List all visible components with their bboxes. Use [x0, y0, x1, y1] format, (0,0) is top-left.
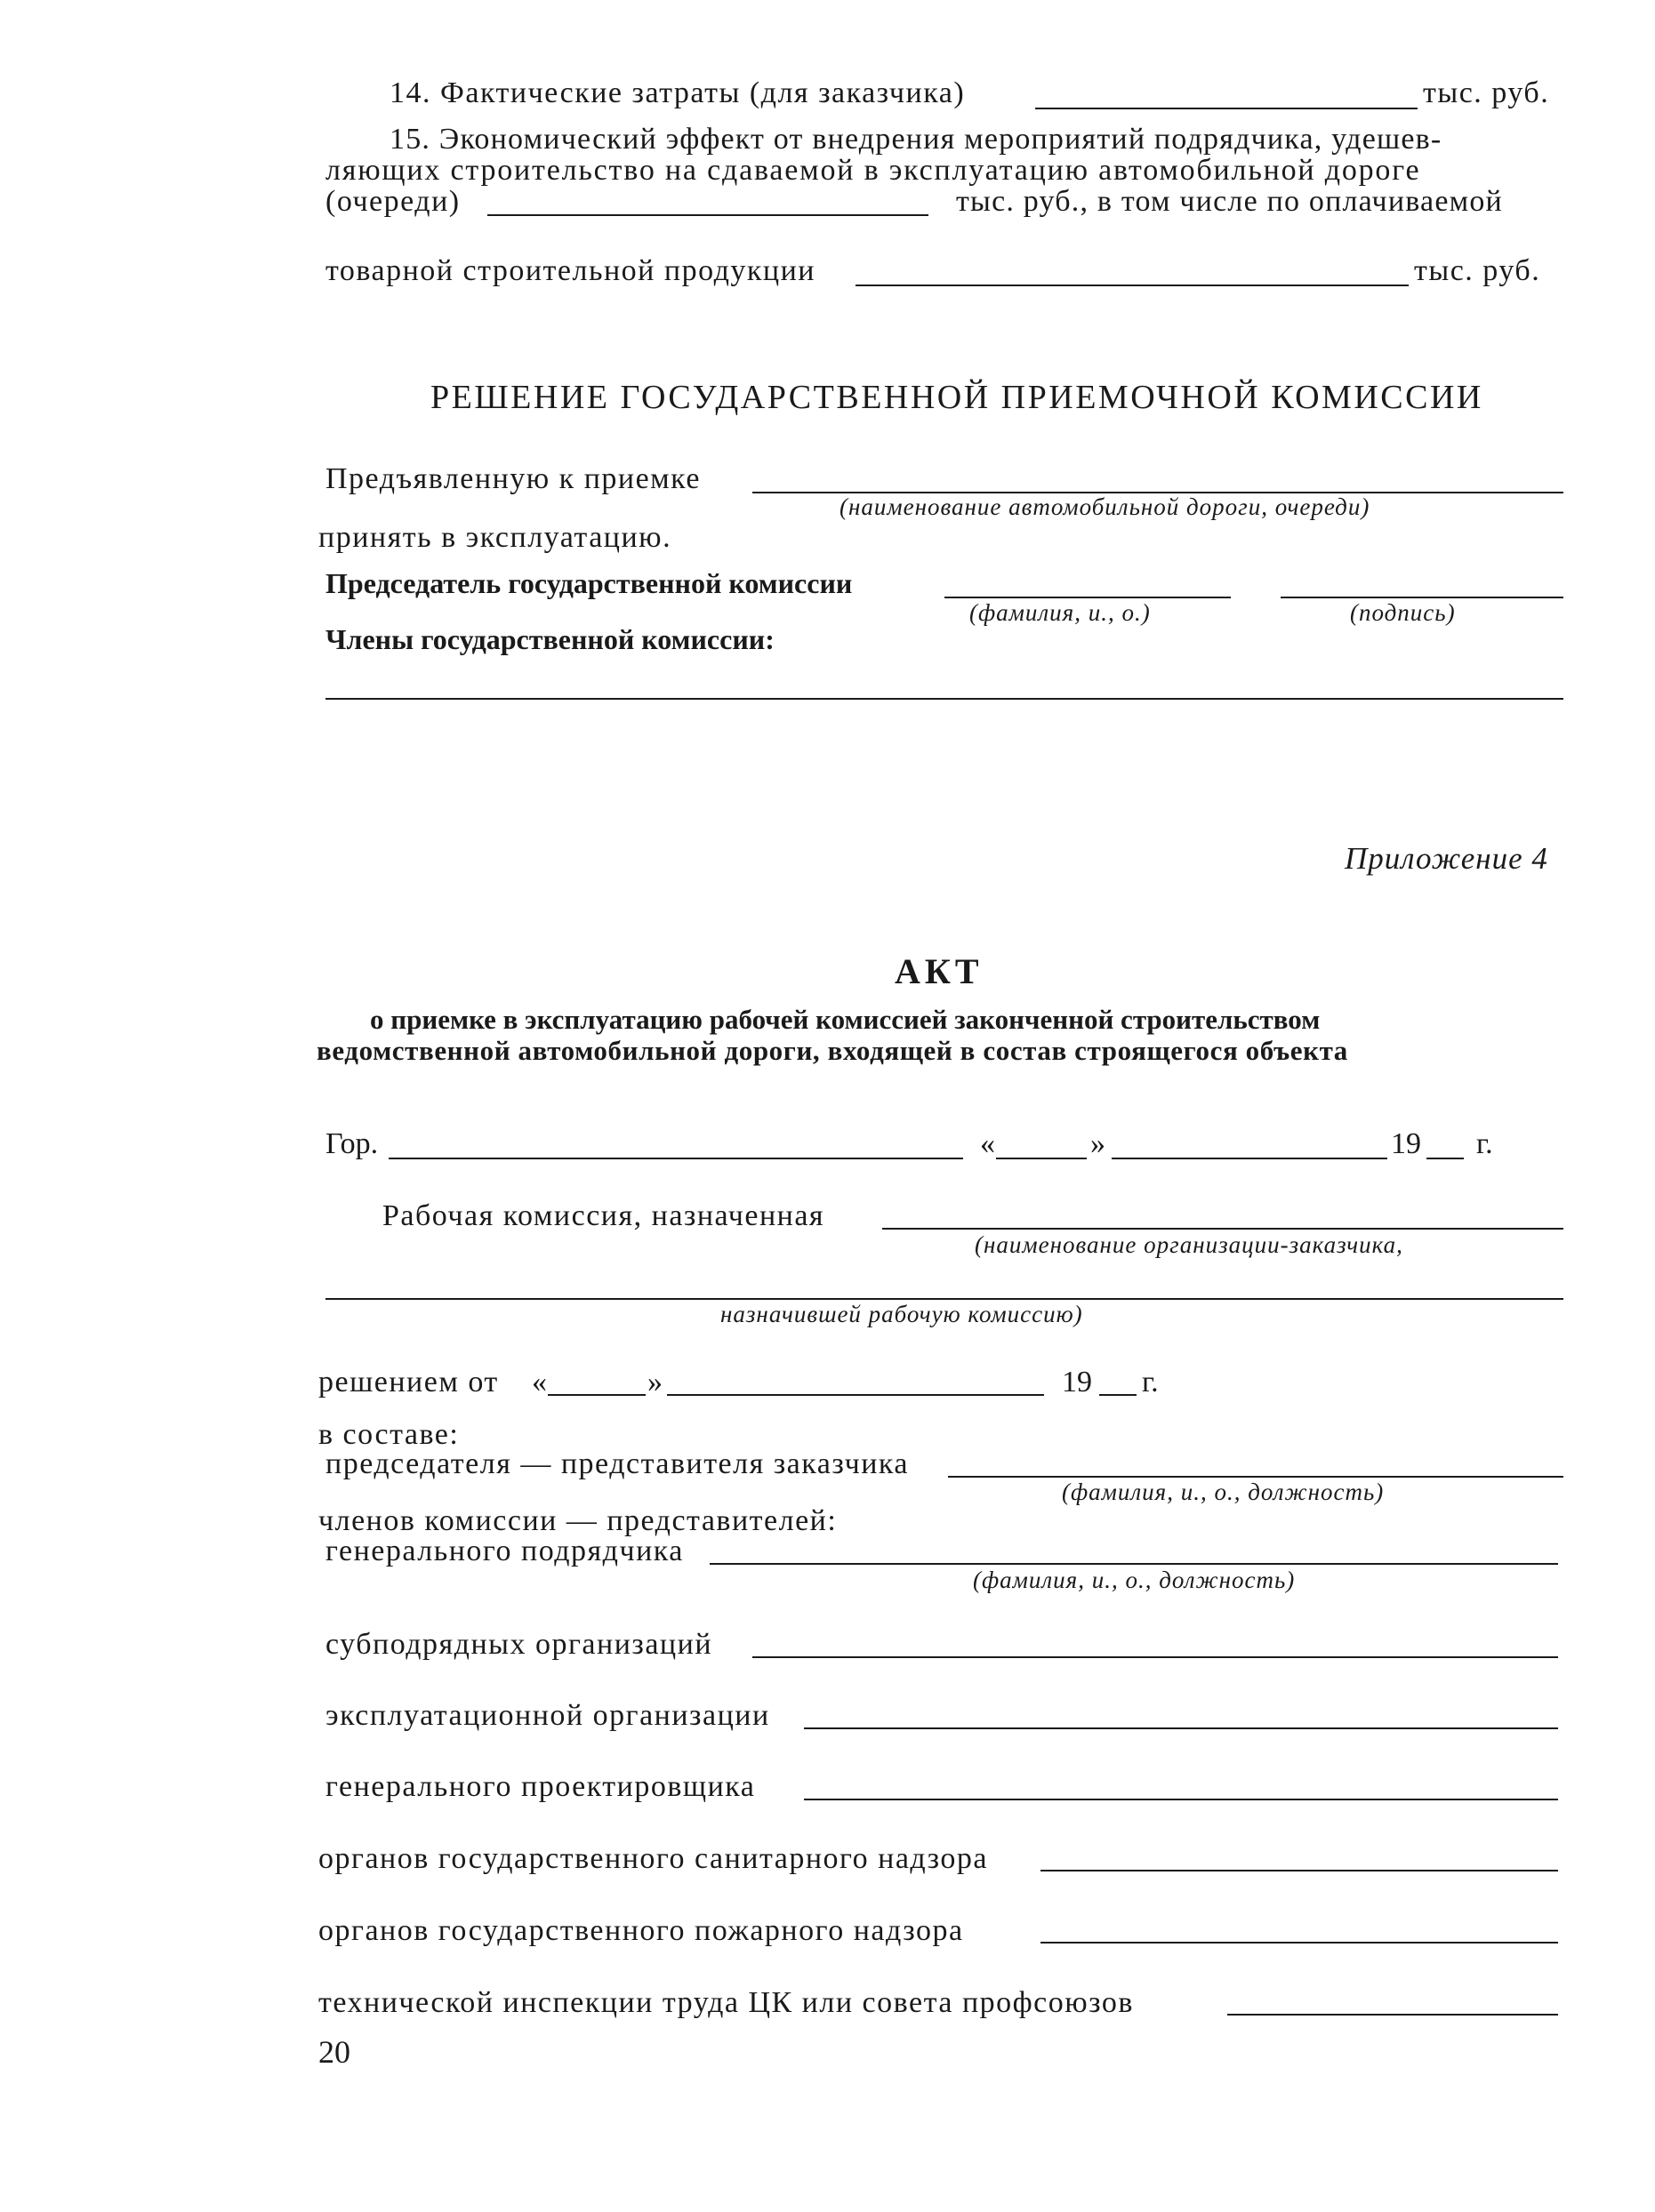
presented-label: Предъявленную к приемке [325, 462, 701, 495]
item14-unit: тыс. руб. [1423, 76, 1550, 109]
chairman-name-blank[interactable] [944, 597, 1231, 598]
operating-org-label: эксплуатационной организации [325, 1699, 770, 1732]
chairman-sign-caption: (подпись) [1350, 599, 1456, 626]
decision-year-suffix: г. [1142, 1366, 1159, 1399]
item14-blank[interactable] [1035, 108, 1418, 109]
commission-org-blank-2[interactable] [325, 1298, 1563, 1300]
commission-caption2: назначившей рабочую комиссию) [720, 1301, 1083, 1327]
chairman-name-caption: (фамилия, и., о.) [969, 599, 1151, 626]
act-subtitle-line1: о приемке в эксплуатацию рабочей комиссией законченной строительством [370, 1004, 1321, 1035]
labor-inspection-blank[interactable] [1227, 2014, 1558, 2016]
act-title: АКТ [895, 951, 984, 991]
chair-rep-caption: (фамилия, и., о., должность) [1062, 1479, 1385, 1505]
page-number: 20 [318, 2034, 350, 2070]
subcontractors-label: субподрядных организаций [325, 1628, 713, 1661]
item15-product-blank[interactable] [856, 285, 1409, 286]
decision-year-blank[interactable] [1099, 1394, 1137, 1396]
date-year-blank[interactable] [1426, 1158, 1464, 1159]
decision-from-label: решением от [318, 1366, 499, 1399]
decision-year-prefix: 19 [1062, 1366, 1092, 1399]
item15-effect-blank[interactable] [487, 214, 928, 216]
accept-text: принять в эксплуатацию. [318, 521, 672, 554]
sanitary-blank[interactable] [1040, 1870, 1558, 1871]
commission-org-blank[interactable] [882, 1228, 1563, 1230]
act-subtitle-line2: ведомственной автомобильной дороги, входящей в состав строящегося объекта [317, 1035, 1348, 1066]
members-reps-label: членов комиссии — представителей: [318, 1504, 838, 1537]
date-quote-close: » [1090, 1127, 1105, 1160]
date-quote-open: « [980, 1127, 995, 1160]
item15-line3-start: (очереди) [325, 185, 461, 218]
chairman-signature-blank[interactable] [1281, 597, 1563, 598]
general-contractor-blank[interactable] [710, 1563, 1558, 1565]
decision-quote-close: » [647, 1366, 663, 1399]
subcontractors-blank[interactable] [752, 1656, 1558, 1658]
item15-line4-start: товарной строительной продукции [325, 254, 815, 287]
operating-org-blank[interactable] [804, 1727, 1558, 1729]
general-designer-label: генерального проектировщика [325, 1770, 756, 1803]
city-blank[interactable] [389, 1158, 963, 1159]
date-day-blank[interactable] [996, 1158, 1087, 1159]
item15-line1: 15. Экономический эффект от внедрения мероприятий подрядчика, удешев- [390, 123, 1442, 156]
sanitary-label: органов государственного санитарного надзора [318, 1842, 988, 1875]
composition-label: в составе: [318, 1418, 460, 1451]
item14-label: 14. Фактические затраты (для заказчика) [390, 76, 966, 109]
decision-month-blank[interactable] [667, 1394, 1044, 1396]
members-label: Члены государственной комиссии: [325, 623, 775, 655]
general-contractor-label: генерального подрядчика [325, 1535, 684, 1567]
item15-line2: ляющих строительство на сдаваемой в эксплуатацию автомобильной дороге [325, 154, 1421, 187]
fire-blank[interactable] [1040, 1942, 1558, 1944]
chairman-label: Председатель государственной комиссии [325, 567, 853, 599]
general-designer-blank[interactable] [804, 1799, 1558, 1800]
labor-inspection-label: технической инспекции труда ЦК или совета профсоюзов [318, 1986, 1134, 2019]
general-contractor-caption: (фамилия, и., о., должность) [973, 1567, 1296, 1593]
item15-line3-end: тыс. руб., в том числе по оплачиваемой [956, 185, 1503, 218]
item15-line4-unit: тыс. руб. [1414, 254, 1541, 287]
commission-label: Рабочая комиссия, назначенная [382, 1199, 825, 1232]
fire-label: органов государственного пожарного надзора [318, 1914, 964, 1947]
date-month-blank[interactable] [1112, 1158, 1387, 1159]
presented-caption: (наименование автомобильной дороги, очереди) [840, 493, 1370, 520]
appendix-label: Приложение 4 [1345, 841, 1548, 876]
date-year-suffix: г. [1476, 1127, 1493, 1160]
chair-rep-label: председателя — представителя заказчика [325, 1447, 910, 1480]
date-year-prefix: 19 [1391, 1127, 1421, 1160]
decision-day-blank[interactable] [548, 1394, 646, 1396]
chair-rep-blank[interactable] [948, 1476, 1563, 1478]
city-label: Гор. [325, 1127, 379, 1160]
commission-caption1: (наименование организации-заказчика, [975, 1231, 1403, 1258]
members-blank[interactable] [325, 698, 1563, 700]
decision-heading: РЕШЕНИЕ ГОСУДАРСТВЕННОЙ ПРИЕМОЧНОЙ КОМИССИИ [430, 379, 1483, 416]
decision-quote-open: « [532, 1366, 547, 1399]
